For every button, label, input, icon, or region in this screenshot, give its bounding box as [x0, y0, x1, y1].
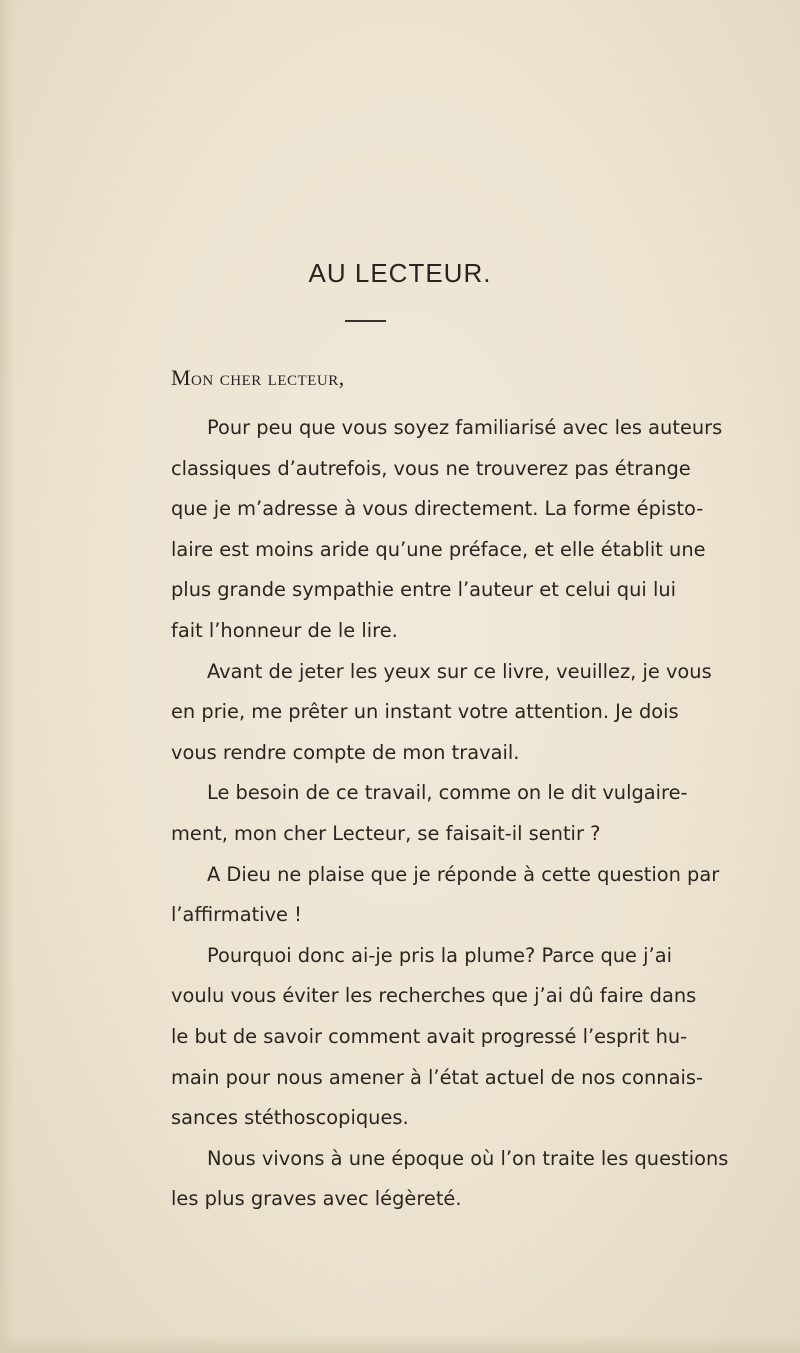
page-gutter-shadow — [0, 0, 14, 1353]
text-line: Pour peu que vous soyez familiarisé avec les auteurs — [207, 416, 723, 439]
text-line: plus grande sympathie entre l’auteur et celui qui lui — [171, 578, 677, 602]
paragraph-4 — [171, 855, 720, 936]
paragraph-5 — [171, 936, 703, 1139]
text-line: fait l’honneur de le lire. — [171, 618, 398, 642]
title-rule — [345, 320, 386, 322]
text-line: vous rendre compte de mon travail. — [171, 740, 520, 764]
paragraph-2 — [171, 652, 712, 774]
text-line: ment, mon cher Lecteur, se faisait-il sentir ? — [171, 821, 601, 845]
text-line: classiques d’autrefois, vous ne trouverez pas étrange — [171, 456, 691, 480]
paragraph-1 — [171, 408, 723, 652]
text-line: Pourquoi donc ai-je pris la plume? Parce que j’ai — [207, 943, 672, 967]
paragraph-6 — [171, 1139, 729, 1220]
text-line: l’affirmative ! — [171, 903, 302, 927]
text-line: Le besoin de ce travail, comme on le dit vulgaire- — [207, 781, 688, 805]
text-line: le but de savoir comment avait progressé l’esprit hu- — [171, 1024, 688, 1048]
text-line: laire est moins aride qu’une préface, et elle établit une — [171, 537, 706, 561]
salutation: Mon cher lecteur, — [171, 365, 345, 390]
text-line: A Dieu ne plaise que je réponde à cette question par — [207, 862, 720, 886]
text-line: en prie, me prêter un instant votre attention. Je dois — [171, 700, 679, 724]
text-line: voulu vous éviter les recherches que j’ai dû faire dans — [171, 984, 697, 1008]
paragraph-3 — [171, 773, 688, 854]
text-line: les plus graves avec légèreté. — [171, 1187, 462, 1211]
text-line: Avant de jeter les yeux sur ce livre, veuillez, je vous — [207, 659, 712, 683]
letter-body — [171, 408, 729, 1220]
text-line: sances stéthoscopiques. — [171, 1106, 409, 1130]
text-line: main pour nous amener à l’état actuel de nos connais- — [171, 1065, 703, 1089]
text-line: que je m’adresse à vous directement. La forme épisto- — [171, 497, 704, 521]
page-title: AU LECTEUR. — [308, 258, 492, 288]
page-bottom-shadow — [0, 1335, 800, 1353]
text-line: Nous vivons à une époque où l’on traite les questions — [207, 1146, 729, 1170]
